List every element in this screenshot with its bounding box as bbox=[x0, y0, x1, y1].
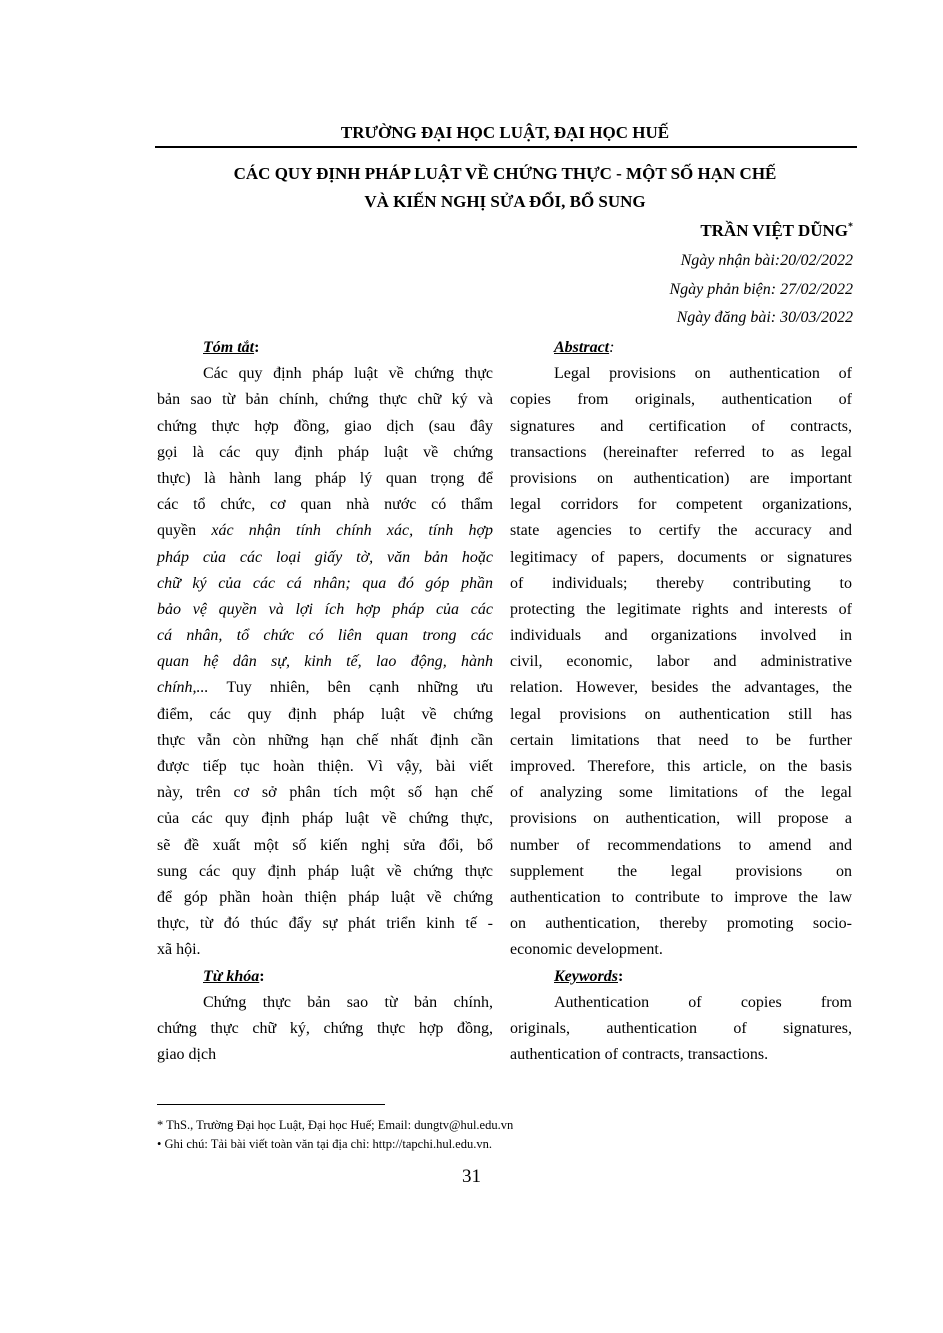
abstract-line bbox=[510, 806, 852, 832]
keywords-en-line: authentication of contracts, transactions. bbox=[510, 1046, 769, 1064]
heading-text: Từ khóa bbox=[203, 967, 260, 985]
text-segment: certain limitations that need to be further bbox=[510, 731, 852, 749]
footnote-author: * ThS., Trường Đại học Luật, Đại học Huế; Email: dungtv@hul.edu.vn bbox=[157, 1118, 514, 1132]
text-segment: of individuals; thereby contributing to bbox=[510, 574, 852, 592]
abstract-en-body bbox=[510, 361, 852, 963]
text-segment: này, trên cơ sở phân tích một số hạn chế bbox=[157, 784, 493, 802]
abstract-line bbox=[510, 492, 852, 518]
abstract-line bbox=[510, 833, 852, 859]
abstract-line bbox=[157, 702, 493, 728]
abstract-line bbox=[510, 911, 852, 937]
abstract-line bbox=[157, 806, 493, 832]
text-segment: improved. Therefore, this article, on the basis bbox=[510, 758, 852, 775]
keywords-vi-line: Chứng thực bản sao từ bản chính, bbox=[203, 993, 493, 1011]
text-segment: pháp của các loại giấy tờ, văn bản hoặc bbox=[157, 548, 493, 566]
text-segment: xác nhận tính chính xác, tính hợp bbox=[211, 522, 493, 540]
text-segment: Legal provisions on authentication of bbox=[554, 365, 852, 383]
abstract-line bbox=[157, 780, 493, 806]
text-segment: chữ ký của các cá nhân; qua đó góp phần bbox=[157, 574, 493, 592]
text-segment: transactions (hereinafter referred to as legal bbox=[510, 443, 852, 461]
footnote-rule bbox=[157, 1104, 385, 1105]
journal-header: TRƯỜNG ĐẠI HỌC LUẬT, ĐẠI HỌC HUẾ bbox=[340, 123, 670, 142]
abstract-line bbox=[510, 623, 852, 649]
author-name bbox=[700, 221, 853, 241]
abstract-line bbox=[510, 885, 852, 911]
keywords-vi-line: giao dịch bbox=[157, 1046, 217, 1064]
abstract-line bbox=[157, 728, 493, 754]
text-segment: quan hệ dân sự, kinh tế, lao động, hành bbox=[157, 653, 493, 671]
text-segment: relation. However, besides the advantages, the bbox=[510, 679, 852, 697]
text-segment: thực) là hành lang pháp lý quan trọng để bbox=[157, 469, 493, 487]
abstract-line bbox=[510, 414, 852, 440]
abstract-line bbox=[157, 675, 493, 701]
text-segment: state agencies to certify the accuracy and bbox=[510, 522, 852, 540]
text-segment: Các quy định pháp luật về chứng thực bbox=[203, 365, 493, 383]
text-segment: sung các quy định pháp luật về chứng thực bbox=[157, 862, 493, 880]
abstract-line bbox=[157, 466, 493, 492]
heading-text: Keywords bbox=[554, 967, 618, 985]
text-segment: protecting the legitimate rights and interests of bbox=[510, 600, 852, 618]
text-segment: quyền bbox=[157, 522, 212, 540]
heading-colon: : bbox=[259, 967, 265, 985]
abstract-line bbox=[157, 859, 493, 885]
abstract-line bbox=[510, 859, 852, 885]
date-published: Ngày đăng bài: 30/03/2022 bbox=[676, 309, 853, 326]
text-segment: của các quy định pháp luật về chứng thực, bbox=[157, 810, 493, 828]
abstract-line bbox=[510, 780, 852, 806]
abstract-en-column bbox=[510, 335, 852, 1068]
abstract-line bbox=[157, 571, 493, 597]
abstract-line bbox=[510, 754, 852, 780]
article-title-line-1: CÁC QUY ĐỊNH PHÁP LUẬT VỀ CHỨNG THỰC - MỘT SỐ HẠN CHẾ bbox=[233, 164, 777, 183]
text-segment: signatures and certification of contracts, bbox=[510, 417, 852, 435]
text-segment: provisions on authentication, will propose a bbox=[510, 810, 852, 828]
abstract-line bbox=[157, 387, 493, 413]
text-segment: thực, từ đó thúc đẩy sự phát triển kinh tế - bbox=[157, 915, 493, 933]
text-segment: các tổ chức, cơ quan nhà nước có thẩm bbox=[157, 496, 493, 514]
text-segment: copies from originals, authentication of bbox=[510, 391, 852, 409]
text-segment: economic development. bbox=[510, 941, 663, 959]
author-footnote-mark: * bbox=[848, 221, 853, 233]
abstract-line bbox=[510, 937, 852, 963]
heading-text: Abstract bbox=[554, 339, 610, 356]
text-segment: được tiếp tục hoàn thiện. Vì vậy, bài viết bbox=[157, 758, 493, 775]
abstract-vi-heading bbox=[157, 335, 493, 361]
abstract-line bbox=[510, 702, 852, 728]
heading-colon: : bbox=[254, 339, 260, 356]
abstract-line bbox=[510, 597, 852, 623]
abstract-line bbox=[510, 361, 852, 387]
abstract-en-heading bbox=[510, 335, 852, 361]
text-segment: legitimacy of papers, documents or signatures bbox=[510, 548, 852, 566]
keywords-en-heading bbox=[510, 964, 852, 990]
abstract-line bbox=[157, 440, 493, 466]
abstract-line bbox=[510, 466, 852, 492]
text-segment: bản sao từ bản chính, chứng thực chữ ký và bbox=[157, 391, 493, 409]
text-segment: legal provisions on authentication still has bbox=[510, 705, 852, 723]
abstract-vi-body bbox=[157, 361, 493, 963]
page-number: 31 bbox=[462, 1166, 481, 1187]
text-segment: chứng thực hợp đồng, giao dịch (sau đây bbox=[157, 417, 493, 435]
date-received: Ngày nhận bài:20/02/2022 bbox=[680, 252, 853, 269]
keywords-vi-line: chứng thực chữ ký, chứng thực hợp đồng, bbox=[157, 1019, 493, 1037]
heading-text: Tóm tắt bbox=[203, 339, 255, 356]
text-segment: để góp phần hoàn thiện pháp luật về chứng bbox=[157, 888, 493, 906]
abstract-line bbox=[510, 440, 852, 466]
text-segment: chính,... bbox=[157, 679, 209, 697]
abstract-line bbox=[157, 414, 493, 440]
keywords-en-line: Authentication of copies from bbox=[554, 993, 852, 1011]
footnote-download-note: • Ghi chú: Tải bài viết toàn văn tại địa chỉ: http://tapchi.hul.edu.vn. bbox=[157, 1137, 492, 1151]
abstract-line bbox=[157, 545, 493, 571]
text-segment: on authentication, thereby promoting socio- bbox=[510, 915, 852, 933]
abstract-line bbox=[157, 623, 493, 649]
heading-colon: : bbox=[618, 967, 624, 985]
abstract-line bbox=[510, 518, 852, 544]
abstract-line bbox=[157, 833, 493, 859]
article-title-line-2: VÀ KIẾN NGHỊ SỬA ĐỔI, BỔ SUNG bbox=[364, 192, 646, 211]
abstract-line bbox=[157, 492, 493, 518]
abstract-line bbox=[510, 571, 852, 597]
header-rule bbox=[155, 146, 857, 148]
date-reviewed: Ngày phản biện: 27/02/2022 bbox=[669, 281, 853, 298]
text-segment: xã hội. bbox=[157, 941, 201, 959]
text-segment: number of recommendations to amend and bbox=[510, 836, 852, 854]
abstract-line bbox=[510, 545, 852, 571]
abstract-line bbox=[510, 675, 852, 701]
text-segment: supplement the legal provisions on bbox=[510, 862, 852, 880]
text-segment: individuals and organizations involved in bbox=[510, 627, 852, 645]
abstract-line bbox=[157, 885, 493, 911]
abstract-line bbox=[510, 728, 852, 754]
text-segment: điểm, các quy định pháp luật về chứng bbox=[157, 705, 493, 723]
abstract-line bbox=[157, 649, 493, 675]
text-segment: provisions on authentication) are important bbox=[510, 469, 852, 487]
text-segment: authentication to contribute to improve the law bbox=[510, 888, 852, 906]
abstract-line bbox=[157, 911, 493, 937]
abstract-line bbox=[510, 649, 852, 675]
text-segment: legal corridors for competent organizations, bbox=[510, 496, 852, 514]
text-segment: Tuy nhiên, bên cạnh những ưu bbox=[208, 679, 493, 697]
author-name-text: TRẦN VIỆT DŨNG bbox=[700, 221, 848, 240]
abstract-line bbox=[157, 518, 493, 544]
abstract-line bbox=[157, 361, 493, 387]
text-segment: of analyzing some limitations of the legal bbox=[510, 784, 852, 802]
text-segment: cá nhân, tổ chức có liên quan trong các bbox=[157, 627, 493, 645]
text-segment: thực vẫn còn những hạn chế nhất định cần bbox=[157, 731, 493, 749]
abstract-line bbox=[510, 387, 852, 413]
text-segment: civil, economic, labor and administrative bbox=[510, 653, 852, 671]
abstract-vi-column bbox=[157, 335, 493, 1068]
text-segment: bảo vệ quyền và lợi ích hợp pháp của các bbox=[157, 600, 493, 618]
text-segment: gọi là các quy định pháp luật về chứng bbox=[157, 443, 493, 461]
keywords-vi-heading bbox=[157, 964, 493, 990]
abstract-line bbox=[157, 597, 493, 623]
abstract-line bbox=[157, 937, 493, 963]
keywords-en-line: originals, authentication of signatures, bbox=[510, 1019, 852, 1037]
abstract-line bbox=[157, 754, 493, 780]
text-segment: sẽ đề xuất một số kiến nghị sửa đổi, bổ bbox=[157, 836, 493, 854]
heading-colon: : bbox=[609, 339, 615, 356]
